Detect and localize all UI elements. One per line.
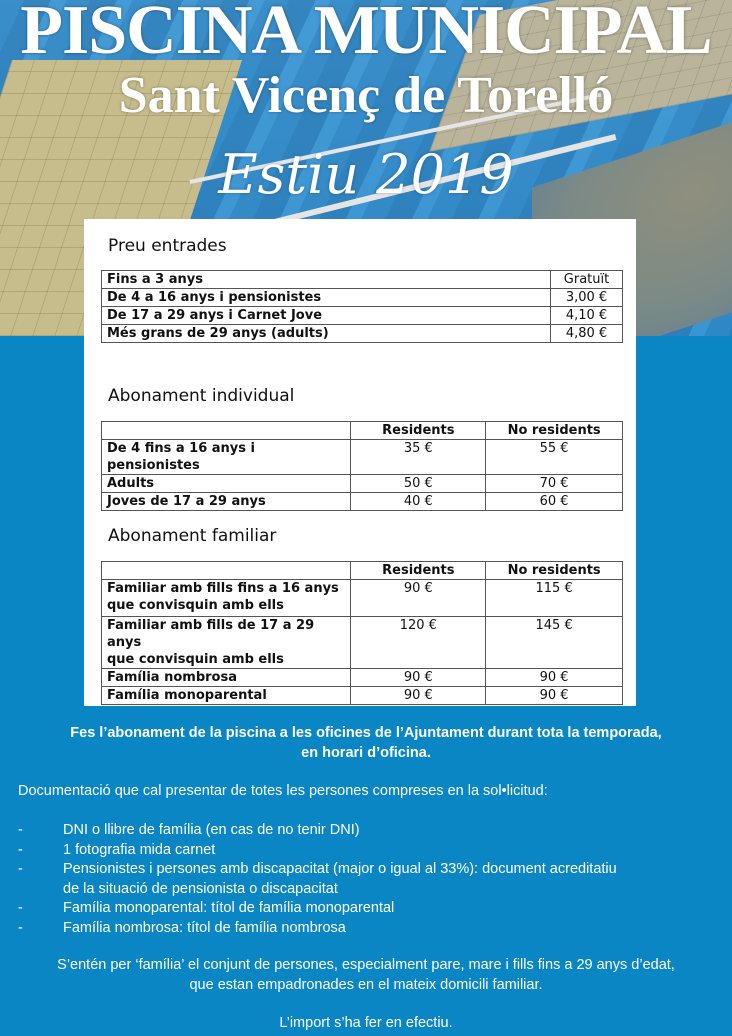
dash-bullet: - <box>18 900 23 916</box>
table-cell: 145 € <box>486 617 623 669</box>
column-header: Residents <box>351 562 486 580</box>
table-cell: De 17 a 29 anys i Carnet Jove <box>102 307 551 325</box>
table-cell <box>102 422 351 440</box>
table-header-row <box>102 422 623 440</box>
row-label-line: Familiar amb fills fins a 16 anys <box>107 581 339 596</box>
list-item-text: DNI o llibre de família (en cas de no tenir DNI) <box>63 822 360 838</box>
table-row <box>102 475 623 493</box>
table-row <box>102 493 623 511</box>
dash-bullet: - <box>18 841 23 858</box>
table-cell: Adults <box>102 475 351 493</box>
notice-line: Fes l’abonament de la piscina a les oficines de l’Ajuntament durant tota la temporada, <box>70 725 662 741</box>
table-row <box>102 307 623 325</box>
docs-intro: Documentació que cal presentar de totes les persones compreses en la sol•licitud: <box>18 783 548 799</box>
family-pass-table <box>101 561 623 705</box>
table-cell: 4,10 € <box>551 307 623 325</box>
table-header-row <box>102 562 623 580</box>
list-item-text: de la situació de pensionista o discapacitat <box>63 880 338 897</box>
table-row <box>102 669 623 687</box>
family-definition <box>0 956 732 995</box>
family-pass-title: Abonament familiar <box>108 526 277 546</box>
table-cell: Joves de 17 a 29 anys <box>102 493 351 511</box>
table-cell: 50 € <box>351 475 486 493</box>
table-cell: Gratuït <box>551 271 623 289</box>
payment-note: L’import s’ha fer en efectiu. <box>279 1015 453 1031</box>
list-item <box>18 821 718 841</box>
definition-line: que estan empadronades en el mateix domicili familiar. <box>189 976 543 993</box>
table-cell: 70 € <box>486 475 623 493</box>
table-cell: 90 € <box>351 669 486 687</box>
list-item <box>18 860 718 899</box>
table-cell: Família nombrosa <box>102 669 351 687</box>
table-cell: 115 € <box>486 580 623 617</box>
registration-notice <box>0 724 732 763</box>
table-cell: Més grans de 29 anys (adults) <box>102 325 551 343</box>
table-cell <box>102 580 351 617</box>
page-subtitle: Sant Vicenç de Torelló <box>118 67 614 124</box>
table-cell <box>102 617 351 669</box>
table-cell: Família monoparental <box>102 687 351 705</box>
column-header: No residents <box>486 422 623 440</box>
entry-prices-table <box>101 270 623 343</box>
table-cell: 90 € <box>486 669 623 687</box>
table-cell <box>102 562 351 580</box>
season-title: Estiu 2019 <box>218 143 514 206</box>
table-row <box>102 617 623 669</box>
dash-bullet: - <box>18 919 23 936</box>
list-item-text: 1 fotografia mida carnet <box>63 841 216 858</box>
table-cell: 120 € <box>351 617 486 669</box>
table-row <box>102 687 623 705</box>
table-cell: De 4 fins a 16 anys i pensionistes <box>102 440 351 475</box>
notice-line: en horari d’oficina. <box>301 744 431 761</box>
individual-pass-title: Abonament individual <box>108 386 295 406</box>
definition-line: S’entén per ‘família’ el conjunt de persones, especialment pare, mare i fills fins a 29 anys d’edat, <box>57 957 675 973</box>
list-item-text: Pensionistes i persones amb discapacitat (major o igual al 33%): document acreditatiu <box>63 861 617 877</box>
table-cell: 35 € <box>351 440 486 475</box>
column-header: No residents <box>486 562 623 580</box>
table-row <box>102 440 623 475</box>
table-cell: 40 € <box>351 493 486 511</box>
table-row <box>102 289 623 307</box>
row-label-line: que convisquin amb ells <box>107 652 284 667</box>
documents-list <box>18 821 718 938</box>
list-item <box>18 899 718 919</box>
table-cell: 90 € <box>351 580 486 617</box>
list-item-text: Família monoparental: títol de família monoparental <box>63 900 395 916</box>
page-title: PISCINA MUNICIPAL <box>20 0 712 69</box>
column-header: Residents <box>351 422 486 440</box>
table-cell: De 4 a 16 anys i pensionistes <box>102 289 551 307</box>
entry-prices-title: Preu entrades <box>108 236 227 256</box>
table-cell: 90 € <box>486 687 623 705</box>
dash-bullet: - <box>18 822 23 838</box>
table-row <box>102 325 623 343</box>
list-item <box>18 841 718 861</box>
table-cell: Fins a 3 anys <box>102 271 551 289</box>
table-cell: 90 € <box>351 687 486 705</box>
table-row <box>102 271 623 289</box>
table-row <box>102 580 623 617</box>
table-cell: 55 € <box>486 440 623 475</box>
table-cell: 4,80 € <box>551 325 623 343</box>
row-label-line: Familiar amb fills de 17 a 29 anys <box>107 618 315 650</box>
dash-bullet: - <box>18 861 23 877</box>
list-item <box>18 919 718 939</box>
table-cell: 3,00 € <box>551 289 623 307</box>
table-cell: 60 € <box>486 493 623 511</box>
individual-pass-table <box>101 421 623 511</box>
price-card <box>84 219 636 706</box>
list-item-text: Família nombrosa: títol de família nombrosa <box>63 919 346 936</box>
row-label-line: que convisquin amb ells <box>107 598 284 613</box>
